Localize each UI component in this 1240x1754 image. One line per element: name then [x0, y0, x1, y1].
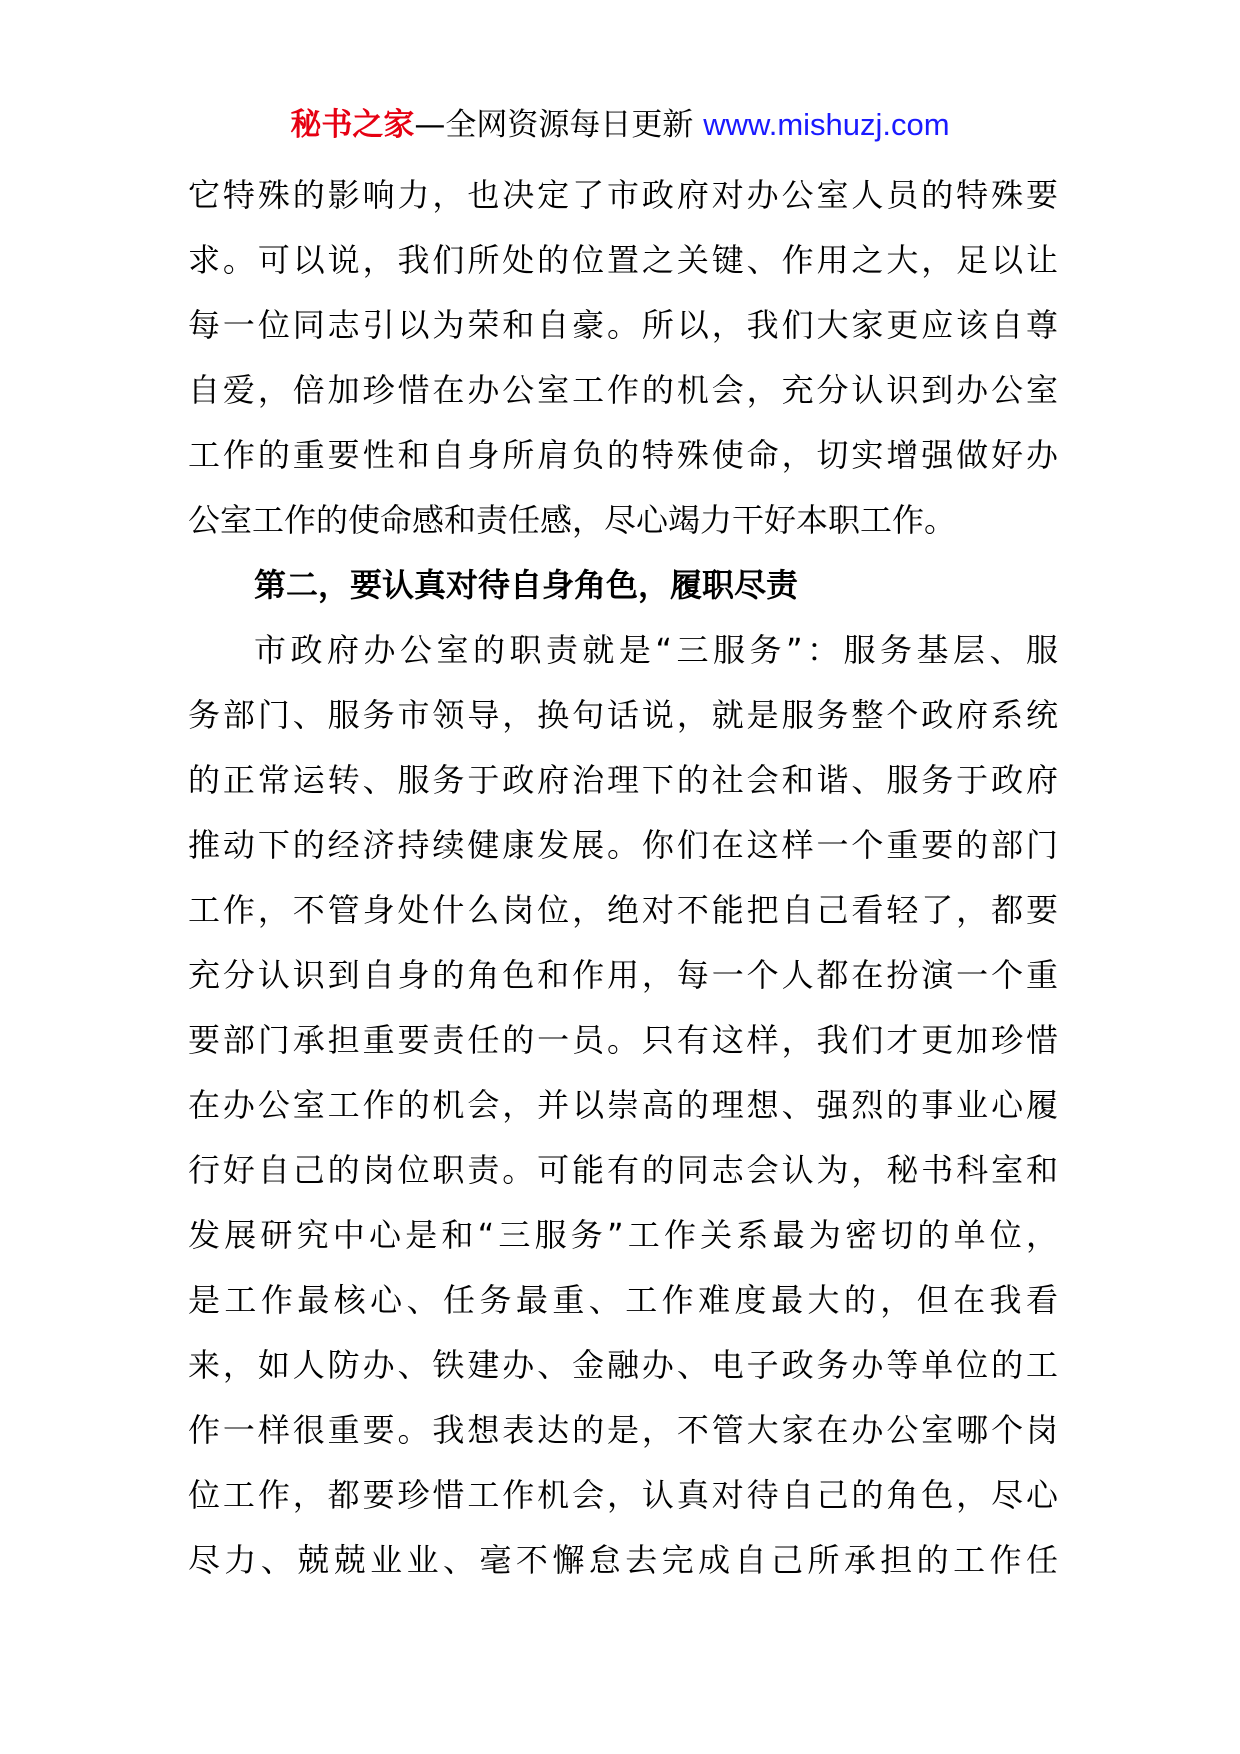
text-line: 在办公室工作的机会，并以崇高的理想、强烈的事业心履: [188, 1086, 1058, 1124]
site-tagline: —全网资源每日更新: [414, 107, 704, 143]
text-line: 位工作，都要珍惜工作机会，认真对待自己的角色，尽心: [188, 1476, 1058, 1514]
text-line: 推动下的经济持续健康发展。你们在这样一个重要的部门: [188, 826, 1058, 864]
text-line: 市政府办公室的职责就是“三服务”：服务基层、服: [254, 631, 1058, 669]
text-line: 是工作最核心、任务最重、工作难度最大的，但在我看: [188, 1281, 1058, 1319]
text-line: 自爱，倍加珍惜在办公室工作的机会，充分认识到办公室: [188, 371, 1058, 409]
text-line: 的正常运转、服务于政府治理下的社会和谐、服务于政府: [188, 761, 1058, 799]
section-heading: 第二，要认真对待自身角色，履职尽责: [254, 566, 799, 604]
text-line: 工作，不管身处什么岗位，绝对不能把自己看轻了，都要: [188, 891, 1058, 929]
text-line: 每一位同志引以为荣和自豪。所以，我们大家更应该自尊: [188, 306, 1058, 344]
text-line: 来，如人防办、铁建办、金融办、电子政务办等单位的工: [188, 1346, 1058, 1384]
text-line: 它特殊的影响力，也决定了市政府对办公室人员的特殊要: [188, 176, 1058, 214]
text-line: 行好自己的岗位职责。可能有的同志会认为，秘书科室和: [188, 1151, 1058, 1189]
site-url-link[interactable]: www.mishuzj.com: [703, 107, 950, 142]
site-brand: 秘书之家: [290, 107, 415, 143]
document-body: [188, 163, 1058, 1593]
text-line: 尽力、兢兢业业、毫不懈怠去完成自己所承担的工作任: [188, 1541, 1058, 1579]
text-line: 务部门、服务市领导，换句话说，就是服务整个政府系统: [188, 696, 1058, 734]
site-header: [0, 103, 1240, 147]
text-line: 工作的重要性和自身所肩负的特殊使命，切实增强做好办: [188, 436, 1058, 474]
text-line: 要部门承担重要责任的一员。只有这样，我们才更加珍惜: [188, 1021, 1058, 1059]
text-line: 公室工作的使命感和责任感，尽心竭力干好本职工作。: [188, 501, 957, 539]
text-line: 充分认识到自身的角色和作用，每一个人都在扮演一个重: [188, 956, 1058, 994]
text-line: 发展研究中心是和“三服务”工作关系最为密切的单位，: [188, 1216, 1058, 1254]
text-line: 求。可以说，我们所处的位置之关键、作用之大，足以让: [188, 241, 1058, 279]
text-line: 作一样很重要。我想表达的是，不管大家在办公室哪个岗: [188, 1411, 1058, 1449]
